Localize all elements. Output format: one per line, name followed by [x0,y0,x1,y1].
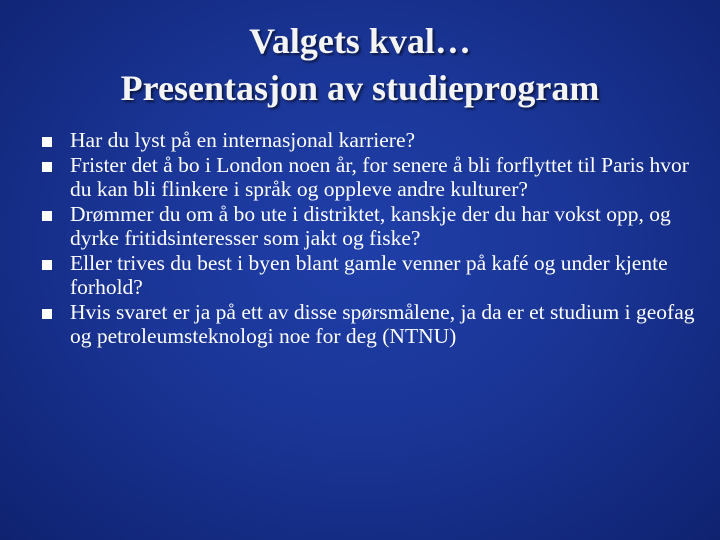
square-bullet-icon [42,162,52,172]
square-bullet-icon [42,137,52,147]
bullet-text: Hvis svaret er ja på ett av disse spørsmålene, ja da er et studium i geofag og petroleumsteknologi noe for deg (NTNU) [70,299,695,348]
square-bullet-icon [42,309,52,319]
bullet-text: Drømmer du om å bo ute i distriktet, kanskje der du har vokst opp, og dyrke fritidsinteresser som jakt og fiske? [70,201,671,250]
bullet-item [40,251,700,300]
bullet-text: Har du lyst på en internasjonal karriere? [70,128,416,152]
bullet-text: Eller trives du best i byen blant gamle venner på kafé og under kjente forhold? [70,250,668,299]
bullet-item [40,128,700,153]
bullet-item [40,153,700,202]
square-bullet-icon [42,211,52,221]
bullet-list [40,128,700,349]
bullet-item [40,300,700,349]
bullet-text: Frister det å bo i London noen år, for senere å bli forflyttet til Paris hvor du kan bli flinkere i språk og oppleve andre kulturer? [70,152,689,201]
slide-title [40,18,680,112]
slide-title-line-2: Presentasjon av studieprogram [120,68,600,108]
square-bullet-icon [42,260,52,270]
bullet-item [40,202,700,251]
slide-title-line-1: Valgets kval… [249,21,471,61]
